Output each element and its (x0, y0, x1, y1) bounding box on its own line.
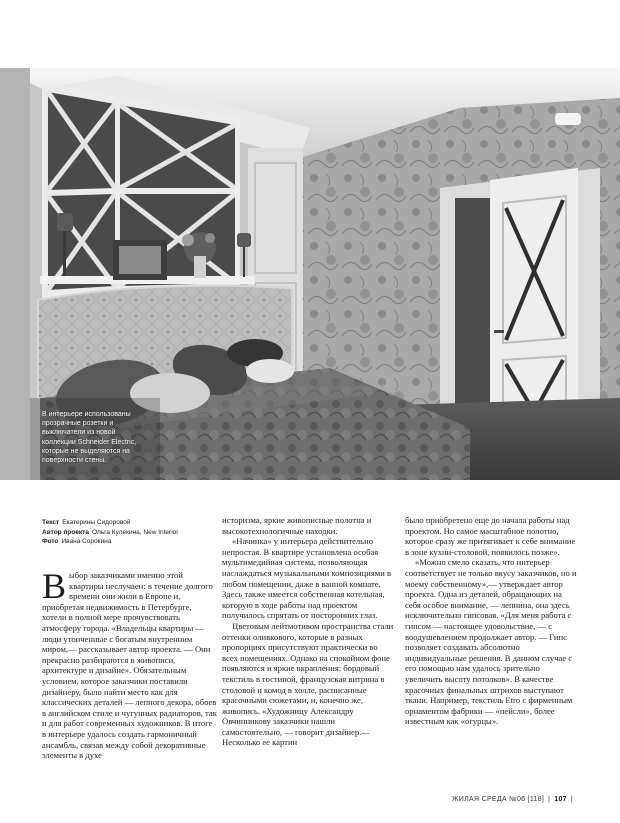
photo-caption: В интерьере использованы прозрачные розетки и выключатели из новой коллекции Schneider Electric, которые не выделяются на поверхности стены. (42, 411, 137, 465)
article-credits (42, 518, 217, 547)
article-paragraph: Цветовым лейтмотивом пространства стали оттенки оливкового, которые в разных пропорциях присутствуют практически во всех помещениях. Однако на спокойном фоне появляются и яркие вкрапления: бордовый текстиль в гостиной, французская витрина в столовой и комод в холле, расписанные красочными сюжетами, и, конечно же, живопись. «Художницу Александру Овчинникову заказчики нашли самостоятельно, — говорит дизайнер.— Несколько ее картин (222, 620, 394, 748)
magazine-issue: ЖИЛАЯ СРЕДА №06 [118] (452, 796, 545, 803)
footer-divider: | (570, 796, 573, 803)
page-number: 107 (554, 796, 567, 803)
credit-text: Текст Екатерины Сидоровой (42, 519, 131, 526)
article-paragraph: Выбор заказчиками именно этой квартиры неслучаен: в течение долгого времени они жили в Европе и, приобретая недвижимость в Петербурге, хотели в полной мере прочувствовать атмосферу города. «Владельцы квартиры — люди утонченные с богатым внутренним миром,— рассказывает автор проекта. — Они прекрасно разбираются в живописи, архитектуре и дизайне». Обязательным условием, которое заказчики поставили дизайнеру, было найти место как для классических деталей — лепного декора, обоев в английском стиле и чугунных радиаторов, так и для работ современных художников. В итоге в интерьере удалось создать гармоничный ансамбль, связав между собой декоративные элементы в духе (42, 566, 217, 761)
article-paragraph: «Начинка» у интерьера действительно непростая. В квартире установлена особая мультимедийная система, позволяющая наслаждаться музыкальными композициями в любом помещении, даже в ванной комнате. Здесь также имеется собственная котельная, которую в ходе работы над проектом получилось спрятать от посторонних глаз. (222, 536, 392, 621)
footer-divider: | (548, 796, 551, 803)
article-paragraph: «Можно смело сказать, что интерьер соответствует не только вкусу заказчиков, но и моему собственному»,— утверждает автор проекта. Одна из деталей, обращающих на себя особое внимание, — лепнина, она здесь исключительно гипсовая. «Для меня работа с гипсом — настоящее удовольствие, — с воодушевлением продолжает автор. — Гипс позволяет создавать абсолютно индивидуальные решения. В данном случае с его помощью нам удалось зрительно увеличить высоту потолков». В качестве красочных финальных штрихов выступают ткани. Например, текстиль Etro с фирменным орнаментом фабрики — «пейсли», более известным как «огурцы». (405, 557, 577, 727)
page-footer (452, 796, 577, 803)
article-column-2 (222, 515, 394, 748)
credit-photo: Фото Ивана Сорокина (42, 538, 112, 545)
article-column-3 (405, 515, 577, 727)
article-column-1 (42, 566, 217, 761)
article-paragraph: было приобретено еще до начала работы над проектом. Но самое масштабное полотно, которое сразу же притягивает к себе внимание в зоне кухни-столовой, появилось позже». (405, 515, 576, 557)
credit-author: Автор проекта Ольга Кулекина, New Interior (42, 528, 179, 536)
drop-cap: В (42, 566, 67, 606)
article-paragraph: историзма, яркие живописные полотна и высокотехнологичные находки. (222, 515, 372, 536)
